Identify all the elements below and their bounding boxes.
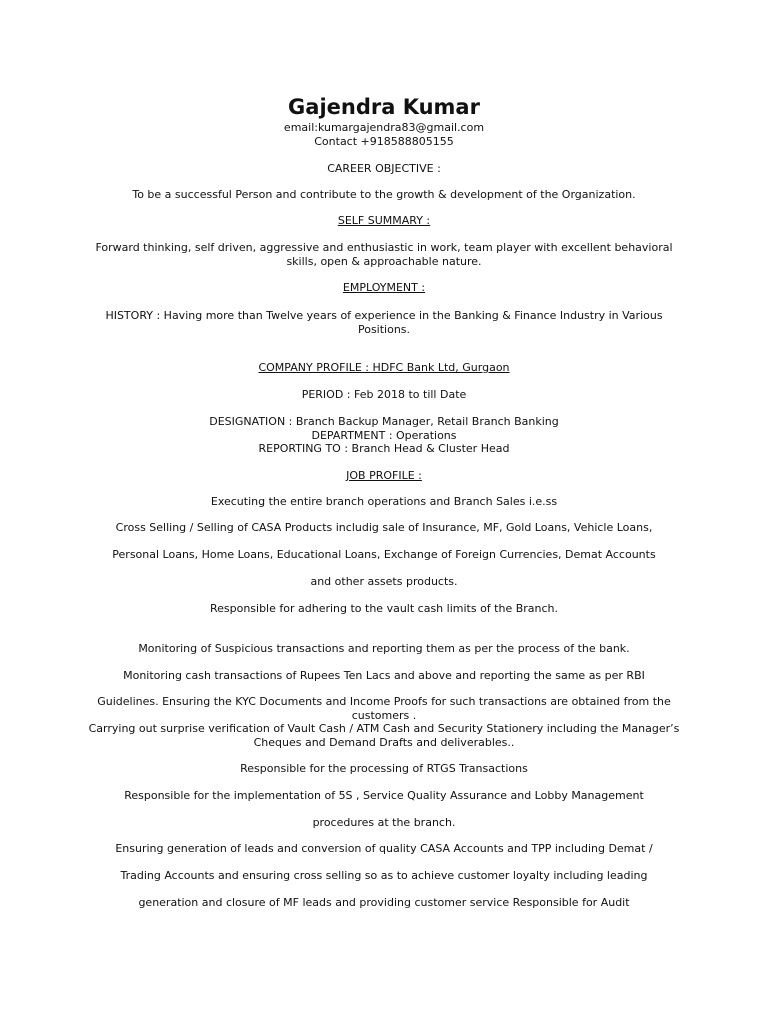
job-item: Trading Accounts and ensuring cross selling so as to achieve customer loyalty including leading (120, 869, 648, 882)
employment-history: HISTORY : Having more than Twelve years of experience in the Banking & Finance Industry in Various Positions. (105, 309, 663, 336)
job-item: Personal Loans, Home Loans, Educational Loans, Exchange of Foreign Currencies, Demat Accounts (112, 548, 656, 561)
designation-line: DESIGNATION : Branch Backup Manager, Retail Branch Banking (209, 415, 559, 428)
job-item: and other assets products. (310, 575, 458, 588)
department-line: DEPARTMENT : Operations (311, 429, 457, 442)
job-profile-heading: JOB PROFILE : (346, 469, 422, 482)
company-profile-wrap (60, 361, 708, 375)
candidate-name: Gajendra Kumar (288, 95, 480, 119)
job-item: procedures at the branch. (312, 816, 456, 829)
job-item: Monitoring cash transactions of Rupees Ten Lacs and above and reporting the same as per RBI (123, 669, 645, 682)
career-objective-heading: CAREER OBJECTIVE : (327, 162, 441, 175)
job-item: Responsible for the implementation of 5S , Service Quality Assurance and Lobby Management (124, 789, 644, 802)
employment-heading: EMPLOYMENT : (342, 281, 426, 294)
company-profile: COMPANY PROFILE : HDFC Bank Ltd, Gurgaon (258, 361, 510, 374)
email-line: email:kumargajendra83@gmail.com (283, 121, 485, 134)
job-item: Guidelines. Ensuring the KYC Documents and Income Proofs for such transactions are obtained from the customers . (97, 695, 671, 722)
job-item: Ensuring generation of leads and conversion of quality CASA Accounts and TPP including Demat / (115, 842, 653, 855)
contact-line: Contact +918588805155 (314, 135, 454, 148)
reporting-line: REPORTING TO : Branch Head & Cluster Head (258, 442, 510, 455)
career-objective-text: To be a successful Person and contribute to the growth & development of the Organization. (132, 188, 636, 201)
self-summary-heading-wrap (60, 214, 708, 228)
job-item: Responsible for adhering to the vault cash limits of the Branch. (209, 602, 559, 615)
job-item: Responsible for the processing of RTGS Transactions (240, 762, 528, 775)
job-item: Carrying out surprise verification of Vault Cash / ATM Cash and Security Stationery including the Manager’s Cheques and Demand Drafts and deliverables.. (88, 722, 680, 749)
self-summary-text: Forward thinking, self driven, aggressive and enthusiastic in work, team player with excellent behavioral skills, open & approachable nature. (95, 241, 673, 268)
self-summary-heading: SELF SUMMARY : (337, 214, 431, 227)
job-item: Cross Selling / Selling of CASA Products includig sale of Insurance, MF, Gold Loans, Vehicle Loans, (115, 521, 653, 534)
job-item: generation and closure of MF leads and providing customer service Responsible for Audit (138, 896, 630, 909)
job-item: Monitoring of Suspicious transactions and reporting them as per the process of the bank. (138, 642, 630, 655)
employment-heading-wrap (60, 281, 708, 295)
job-profile-heading-wrap (60, 469, 708, 483)
job-item: Executing the entire branch operations and Branch Sales i.e.ss (210, 495, 558, 508)
period-line: PERIOD : Feb 2018 to till Date (301, 388, 467, 401)
